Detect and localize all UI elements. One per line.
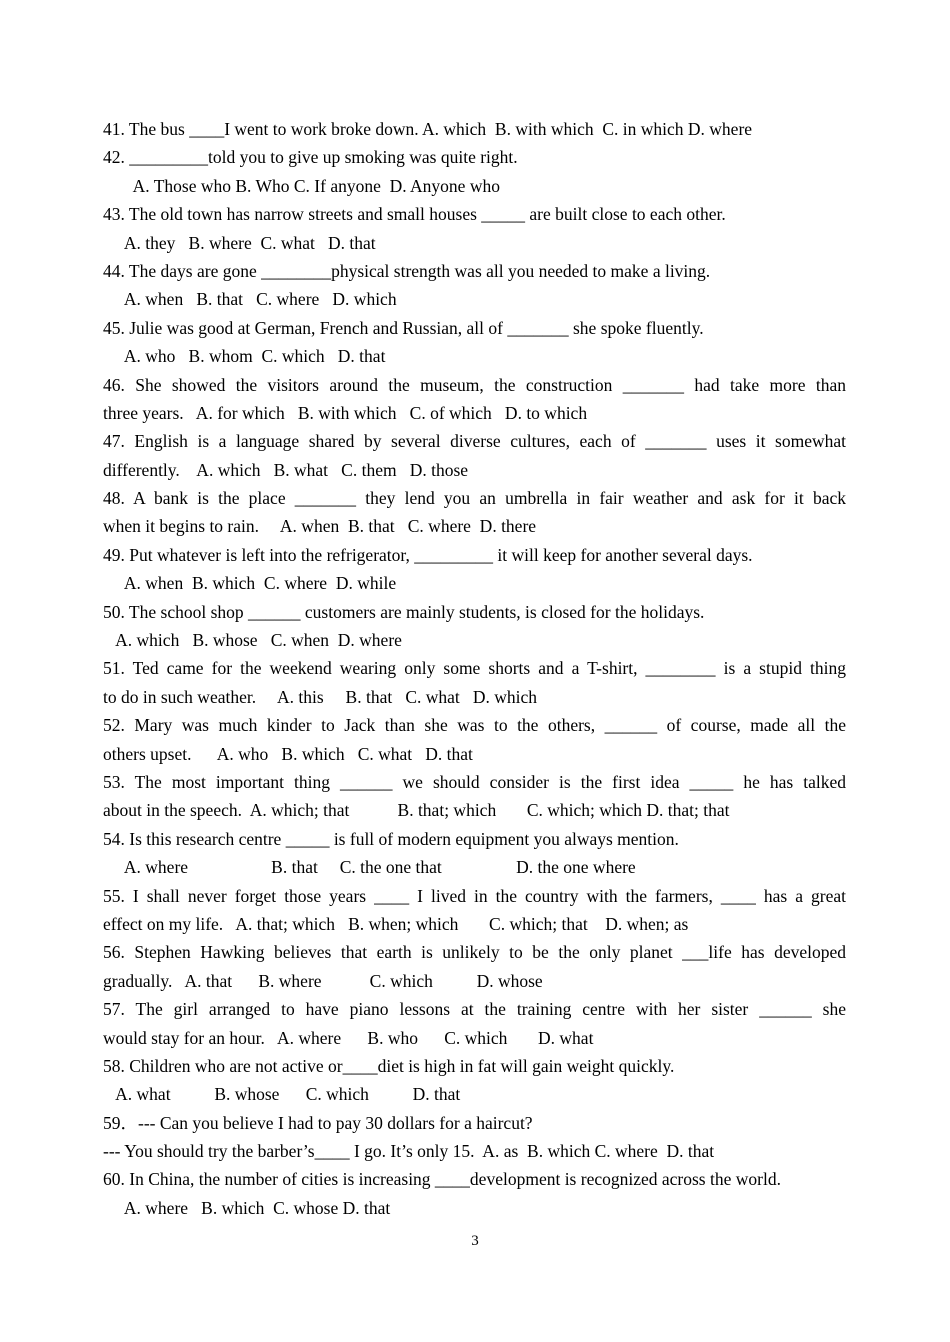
- question-56-continued: gradually. A. that B. where C. which D. whose: [103, 970, 543, 991]
- question-47: 47. English is a language shared by several diverse cultures, each of _______ uses it somewhat: [103, 431, 846, 452]
- question-58-options: A. what B. whose C. which D. that: [103, 1084, 461, 1105]
- question-43: 43. The old town has narrow streets and small houses _____ are built close to each other.: [103, 204, 726, 225]
- question-55: 55. I shall never forget those years ____ I lived in the country with the farmers, ____ has a great: [103, 885, 846, 906]
- question-50-options: A. which B. whose C. when D. where: [103, 630, 402, 651]
- question-44: 44. The days are gone ________physical strength was all you needed to make a living.: [103, 260, 711, 281]
- question-56: 56. Stephen Hawking believes that earth is unlikely to be the only planet ___life has developed: [103, 942, 846, 963]
- question-50: 50. The school shop ______ customers are mainly students, is closed for the holidays.: [103, 601, 705, 622]
- question-54-options: A. where B. that C. the one that D. the one where: [103, 857, 636, 878]
- question-42: 42. _________told you to give up smoking was quite right.: [103, 147, 518, 168]
- question-49: 49. Put whatever is left into the refrigerator, _________ it will keep for another several days.: [103, 544, 753, 565]
- question-45: 45. Julie was good at German, French and Russian, all of _______ she spoke fluently.: [103, 317, 704, 338]
- question-45-options: A. who B. whom C. which D. that: [103, 346, 386, 367]
- question-51-continued: to do in such weather. A. this B. that C. what D. which: [103, 686, 538, 707]
- question-48-continued: when it begins to rain. A. when B. that C. where D. there: [103, 516, 537, 537]
- question-58: 58. Children who are not active or____diet is high in fat will gain weight quickly.: [103, 1055, 675, 1076]
- question-52-continued: others upset. A. who B. which C. what D. that: [103, 743, 473, 764]
- question-53: 53. The most important thing ______ we should consider is the first idea _____ he has talked: [103, 771, 846, 792]
- question-55-continued: effect on my life. A. that; which B. when; which C. which; that D. when; as: [103, 913, 689, 934]
- question-46-continued: three years. A. for which B. with which C. of which D. to which: [103, 402, 588, 423]
- question-list: [103, 115, 846, 1222]
- question-43-options: A. they B. where C. what D. that: [103, 232, 376, 253]
- page-number: 3: [471, 1233, 479, 1249]
- question-60-options: A. where B. which C. whose D. that: [103, 1197, 391, 1218]
- question-44-options: A. when B. that C. where D. which: [103, 289, 397, 310]
- question-54: 54. Is this research centre _____ is full of modern equipment you always mention.: [103, 828, 679, 849]
- question-52: 52. Mary was much kinder to Jack than she was to the others, ______ of course, made all the: [103, 715, 846, 736]
- question-47-continued: differently. A. which B. what C. them D. those: [103, 459, 469, 480]
- question-46: 46. She showed the visitors around the museum, the construction _______ had take more than: [103, 374, 846, 395]
- question-59-continued: --- You should try the barber’s____ I go. It’s only 15. A. as B. which C. where D. that: [103, 1141, 715, 1162]
- question-57: 57. The girl arranged to have piano lessons at the training centre with her sister ______ she: [103, 999, 846, 1020]
- question-57-continued: would stay for an hour. A. where B. who C. which D. what: [103, 1027, 594, 1048]
- question-42-options: A. Those who B. Who C. If anyone D. Anyone who: [103, 175, 500, 196]
- question-53-continued: about in the speech. A. which; that B. that; which C. which; which D. that; that: [103, 800, 730, 821]
- question-41: 41. The bus ____I went to work broke down. A. which B. with which C. in which D. where: [103, 119, 753, 139]
- question-49-options: A. when B. which C. where D. while: [103, 573, 397, 594]
- question-60: 60. In China, the number of cities is increasing ____development is recognized across the world.: [103, 1169, 781, 1190]
- question-51: 51. Ted came for the weekend wearing only some shorts and a T-shirt, ________ is a stupid thing: [103, 658, 846, 679]
- question-48: 48. A bank is the place _______ they lend you an umbrella in fair weather and ask for it back: [103, 488, 846, 509]
- question-59: 59．--- Can you believe I had to pay 30 dollars for a haircut?: [103, 1112, 533, 1133]
